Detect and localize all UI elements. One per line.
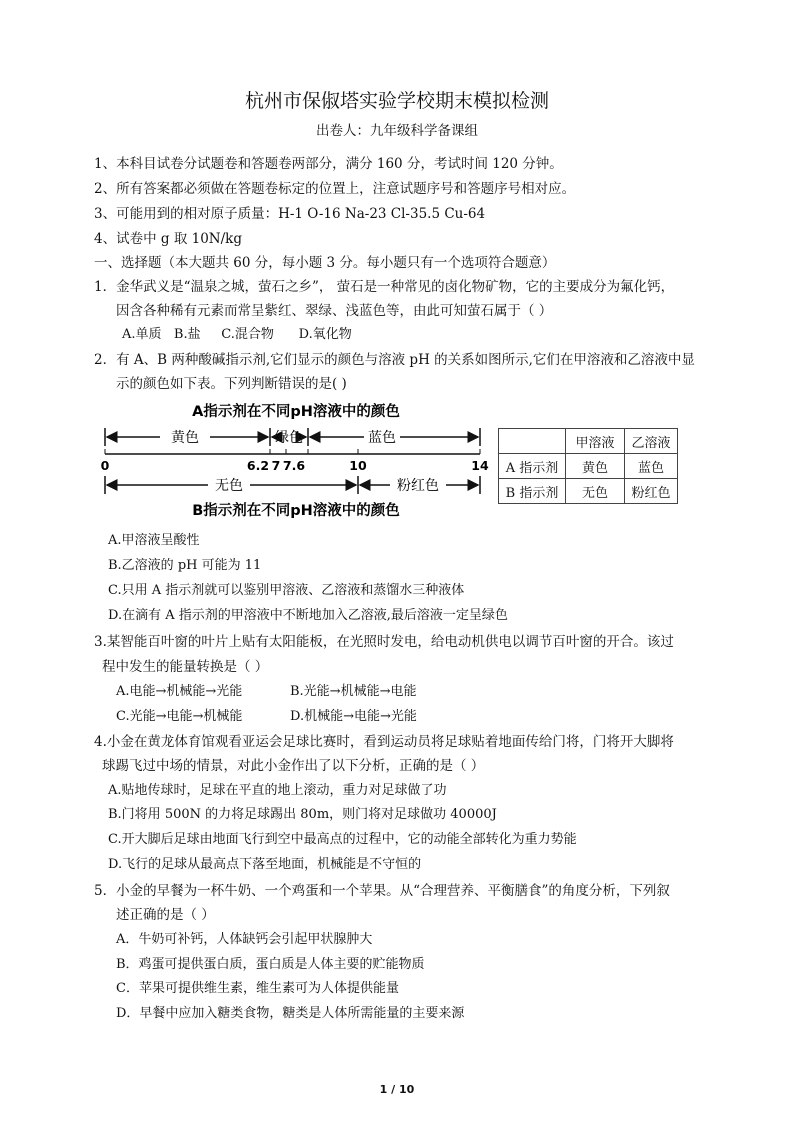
tick-label-0: 0 xyxy=(100,458,110,473)
table-row xyxy=(499,454,678,479)
instruction-line: 1、本科目试卷分试题卷和答题卷两部分，满分 160 分，考试时间 120 分钟。 xyxy=(94,156,563,172)
b-colorless-label: 无色 xyxy=(215,478,243,494)
author-line: 出卷人：九年级科学备课组 xyxy=(316,123,478,139)
question-4-stem-cont: 球踢飞过中场的情景，对此小金作出了以下分析，正确的是（ ） xyxy=(102,758,485,774)
question-2-option: C.只用 A 指示剂就可以鉴别甲溶液、乙溶液和蒸馏水三种液体 xyxy=(108,583,465,598)
question-4-option: D.飞行的足球从最高点下落至地面，机械能是不守恒的 xyxy=(108,857,422,872)
table-cell: 乙溶液 xyxy=(625,429,678,454)
question-3-stem-cont: 程中发生的能量转换是（ ） xyxy=(102,659,269,675)
table-row xyxy=(499,429,678,454)
b-pink-label: 粉红色 xyxy=(397,478,439,494)
question-1-stem: 1．金华武义是“温泉之城，萤石之乡”， 萤石是一种常见的卤化物矿物，它的主要成分为氟化钙， xyxy=(94,279,675,295)
instruction-line: 2、所有答案都必须做在答题卷标定的位置上，注意试题序号和答题序号相对应。 xyxy=(94,181,576,197)
question-5-option: D．早餐中应加入糖类食物，糖类是人体所需能量的主要来源 xyxy=(116,1006,465,1021)
question-5-option: B．鸡蛋可提供蛋白质，蛋白质是人体主要的贮能物质 xyxy=(116,957,425,972)
section-heading: 一、选择题（本大题共 60 分，每小题 3 分。每小题只有一个选项符合题意） xyxy=(94,255,556,271)
question-4-option: C.开大脚后足球由地面飞行到空中最高点的过程中，它的动能全部转化为重力势能 xyxy=(108,832,577,847)
ph-indicator-diagram xyxy=(90,398,500,524)
tick-label-7.6: 7.6 xyxy=(282,458,306,473)
table-cell: 蓝色 xyxy=(625,454,678,479)
tick-label-6.2: 6.2 xyxy=(246,458,270,473)
table-cell: A 指示剂 xyxy=(499,454,566,479)
question-2-option: B.乙溶液的 pH 可能为 11 xyxy=(108,558,262,573)
question-5-option: A．牛奶可补钙，人体缺钙会引起甲状腺肿大 xyxy=(116,932,373,947)
diagram-title-b: B指示剂在不同pH溶液中的颜色 xyxy=(192,503,400,519)
table-cell: B 指示剂 xyxy=(499,479,566,504)
question-5-option: C．苹果可提供维生素，维生素可为人体提供能量 xyxy=(116,981,399,996)
question-3-option-d: D.机械能→电能→光能 xyxy=(290,709,417,724)
tick-label-10: 10 xyxy=(349,458,367,473)
page-number: 1 / 10 xyxy=(379,1083,415,1096)
question-2-stem: 2．有 A、B 两种酸碱指示剂,它们显示的颜色与溶液 pH 的关系如图所示,它们在甲溶液和乙溶液中显 xyxy=(94,352,695,368)
instruction-line: 3、可能用到的相对原子质量：H-1 O-16 Na-23 Cl-35.5 Cu-64 xyxy=(94,206,486,222)
table-cell: 无色 xyxy=(566,479,625,504)
question-3-option-b: B.光能→机械能→电能 xyxy=(290,684,417,699)
question-2-option: A.甲溶液呈酸性 xyxy=(108,533,200,548)
indicator-color-table xyxy=(498,428,678,504)
question-4-stem: 4.小金在黄龙体育馆观看亚运会足球比赛时，看到运动员将足球贴着地面传给门将，门将开大脚将 xyxy=(94,734,674,750)
question-2-stem-cont: 示的颜色如下表。下列判断错误的是( ) xyxy=(116,376,347,392)
tick-label-14: 14 xyxy=(471,458,489,473)
tick-label-7: 7 xyxy=(271,458,281,473)
a-blue-label: 蓝色 xyxy=(368,430,396,446)
question-3-option-c: C.光能→电能→机械能 xyxy=(116,709,243,724)
question-4-option: B.门将用 500N 的力将足球踢出 80m，则门将对足球做功 40000J xyxy=(108,807,497,822)
question-1-options: A.单质 B.盐 C.混合物 D.氧化物 xyxy=(122,327,352,342)
table-cell: 黄色 xyxy=(566,454,625,479)
a-yellow-label: 黄色 xyxy=(171,430,199,446)
table-cell: 粉红色 xyxy=(625,479,678,504)
diagram-title-a: A指示剂在不同pH溶液中的颜色 xyxy=(192,404,400,420)
question-5-stem-cont: 述正确的是（ ） xyxy=(116,907,215,923)
table-row xyxy=(499,479,678,504)
instruction-line: 4、试卷中 g 取 10N/kg xyxy=(94,231,242,247)
a-green-label: 绿色 xyxy=(275,430,303,446)
question-5-stem: 5．小金的早餐为一杯牛奶、一个鸡蛋和一个苹果。从“合理营养、平衡膳食”的角度分析，下列叙 xyxy=(94,883,670,899)
question-2-option: D.在滴有 A 指示剂的甲溶液中不断地加入乙溶液,最后溶液一定呈绿色 xyxy=(108,608,508,623)
question-1-stem-cont: 因含各种稀有元素而常呈紫红、翠绿、浅蓝色等，由此可知萤石属于（ ） xyxy=(116,303,553,319)
table-cell: 甲溶液 xyxy=(566,429,625,454)
table-cell xyxy=(499,429,566,454)
question-3-option-a: A.电能→机械能→光能 xyxy=(116,684,243,699)
question-3-stem: 3.某智能百叶窗的叶片上贴有太阳能板，在光照时发电，给电动机供电以调节百叶窗的开合。该过 xyxy=(94,634,674,650)
question-4-option: A.贴地传球时，足球在平直的地上滚动，重力对足球做了功 xyxy=(108,783,447,798)
page-title: 杭州市保俶塔实验学校期末模拟检测 xyxy=(244,90,549,112)
